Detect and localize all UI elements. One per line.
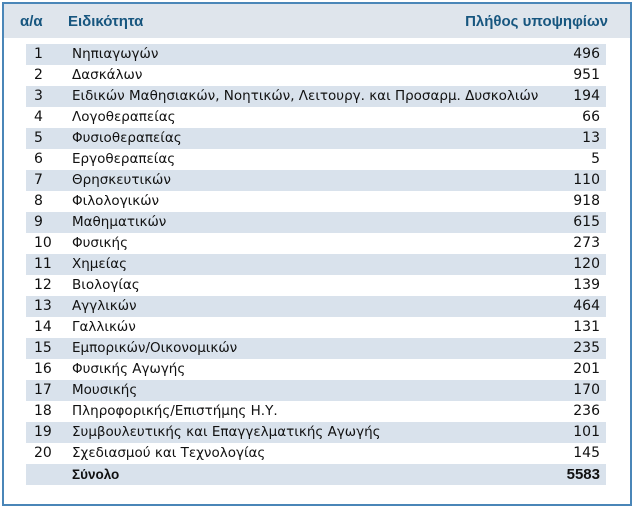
table-row	[26, 233, 606, 254]
row-serial-number: 8	[34, 193, 43, 209]
row-candidate-count: 194	[573, 88, 600, 104]
row-serial-number: 18	[34, 403, 52, 419]
table-row	[26, 212, 606, 233]
row-serial-number: 7	[34, 172, 43, 188]
table-row	[26, 296, 606, 317]
row-specialty: Φιλολογικών	[72, 193, 160, 209]
row-serial-number: 20	[34, 445, 52, 461]
table-row	[26, 422, 606, 443]
row-serial-number: 6	[34, 151, 43, 167]
table-row	[26, 359, 606, 380]
table-body	[26, 44, 606, 485]
header-serial-number: α/α	[20, 13, 43, 30]
table-row	[26, 170, 606, 191]
row-candidate-count: 131	[573, 319, 600, 335]
table-header	[4, 4, 630, 38]
row-candidate-count: 464	[573, 298, 600, 314]
row-specialty: Εργοθεραπείας	[72, 151, 176, 167]
row-specialty: Βιολογίας	[72, 277, 140, 293]
table-row	[26, 86, 606, 107]
row-specialty: Θρησκευτικών	[72, 172, 171, 188]
row-candidate-count: 615	[573, 214, 600, 230]
row-candidate-count: 139	[573, 277, 600, 293]
row-candidate-count: 101	[573, 424, 600, 440]
row-specialty: Πληροφορικής/Επιστήμης Η.Υ.	[72, 403, 278, 419]
row-specialty: Ειδικών Μαθησιακών, Νοητικών, Λειτουργ. και Προσαρμ. Δυσκολιών	[72, 88, 539, 104]
row-serial-number: 3	[34, 88, 43, 104]
total-count: 5583	[566, 466, 600, 483]
table-row	[26, 317, 606, 338]
row-specialty: Λογοθεραπείας	[72, 109, 176, 125]
row-serial-number: 19	[34, 424, 52, 440]
table-row	[26, 191, 606, 212]
table-row	[26, 128, 606, 149]
table-row	[26, 380, 606, 401]
table-row	[26, 107, 606, 128]
row-specialty: Σχεδιασμού και Τεχνολογίας	[72, 445, 266, 461]
header-specialty: Ειδικότητα	[68, 13, 144, 30]
candidates-table-frame	[2, 2, 632, 506]
row-candidate-count: 5	[591, 151, 600, 167]
table-row	[26, 443, 606, 464]
row-specialty: Φυσικής	[72, 235, 128, 251]
row-candidate-count: 951	[573, 67, 600, 83]
row-specialty: Δασκάλων	[72, 67, 143, 83]
row-candidate-count: 13	[582, 130, 600, 146]
row-specialty: Φυσικής Αγωγής	[72, 361, 186, 377]
row-serial-number: 15	[34, 340, 52, 356]
row-candidate-count: 496	[573, 46, 600, 62]
row-candidate-count: 145	[573, 445, 600, 461]
row-serial-number: 1	[34, 46, 43, 62]
table-row	[26, 254, 606, 275]
table-row	[26, 275, 606, 296]
table-row	[26, 65, 606, 86]
row-specialty: Συμβουλευτικής και Επαγγελματικής Αγωγής	[72, 424, 381, 440]
row-specialty: Εμπορικών/Οικονομικών	[72, 340, 238, 356]
row-specialty: Νηπιαγωγών	[72, 46, 159, 62]
row-candidate-count: 918	[573, 193, 600, 209]
row-serial-number: 10	[34, 235, 52, 251]
row-serial-number: 12	[34, 277, 52, 293]
row-serial-number: 14	[34, 319, 52, 335]
row-serial-number: 17	[34, 382, 52, 398]
row-candidate-count: 110	[573, 172, 600, 188]
row-specialty: Μαθηματικών	[72, 214, 167, 230]
row-candidate-count: 120	[573, 256, 600, 272]
row-candidate-count: 66	[582, 109, 600, 125]
total-label: Σύνολο	[72, 467, 120, 482]
row-specialty: Φυσιοθεραπείας	[72, 130, 182, 146]
row-serial-number: 2	[34, 67, 43, 83]
table-row	[26, 401, 606, 422]
row-candidate-count: 235	[573, 340, 600, 356]
row-specialty: Αγγλικών	[72, 298, 137, 314]
row-candidate-count: 201	[573, 361, 600, 377]
row-serial-number: 11	[34, 256, 52, 272]
row-specialty: Μουσικής	[72, 382, 138, 398]
row-specialty: Χημείας	[72, 256, 128, 272]
row-serial-number: 9	[34, 214, 43, 230]
row-specialty: Γαλλικών	[72, 319, 136, 335]
row-candidate-count: 170	[573, 382, 600, 398]
table-row	[26, 149, 606, 170]
row-candidate-count: 236	[573, 403, 600, 419]
row-serial-number: 5	[34, 130, 43, 146]
row-serial-number: 13	[34, 298, 52, 314]
header-candidate-count: Πλήθος υποψηφίων	[465, 13, 608, 30]
table-row	[26, 338, 606, 359]
total-row	[26, 464, 606, 485]
table-row	[26, 44, 606, 65]
row-candidate-count: 273	[573, 235, 600, 251]
row-serial-number: 4	[34, 109, 43, 125]
row-serial-number: 16	[34, 361, 52, 377]
